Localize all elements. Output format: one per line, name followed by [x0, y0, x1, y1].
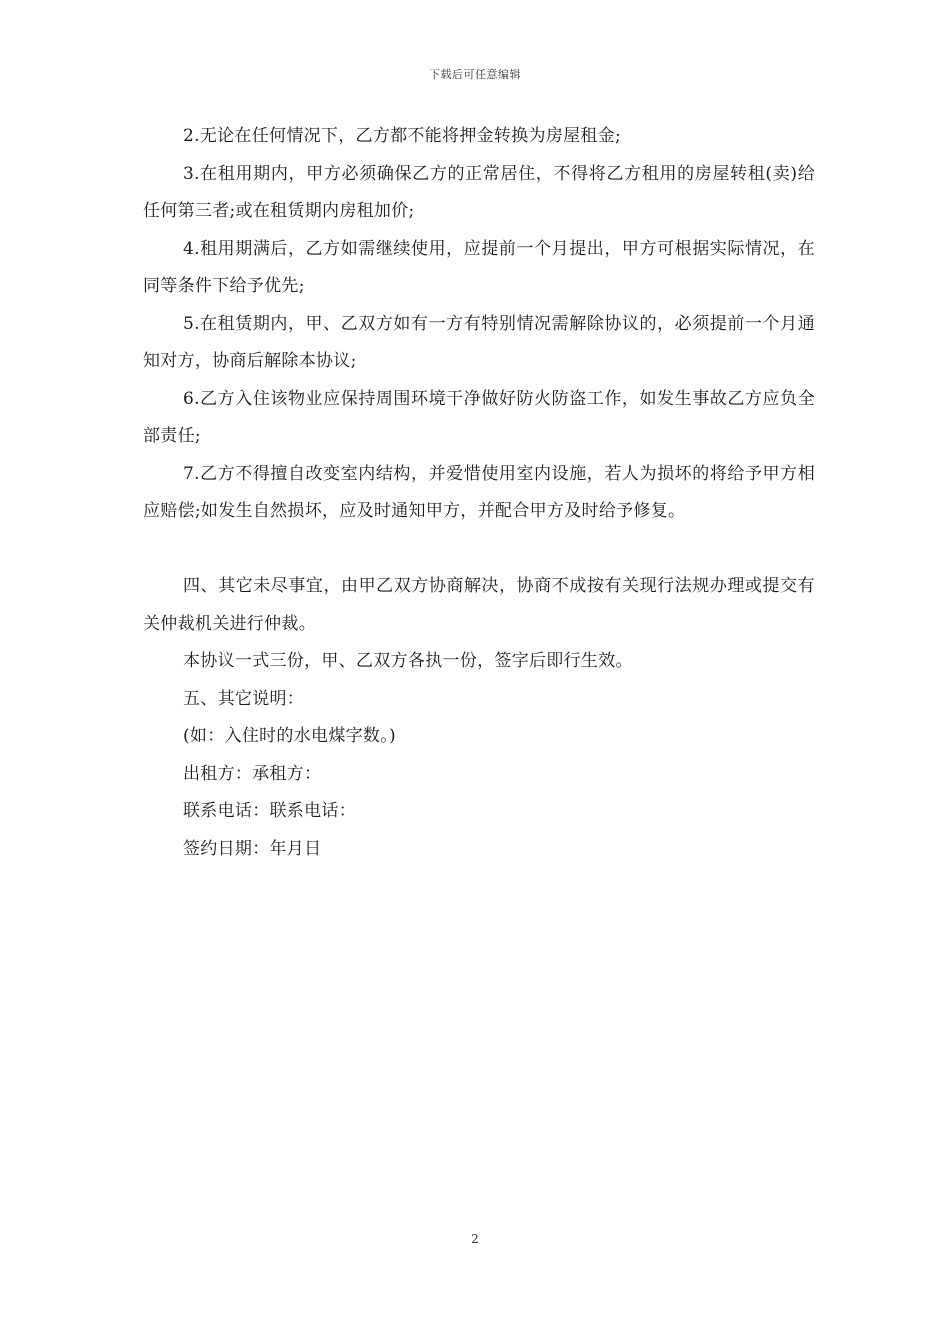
clause-5: 5.在租赁期内，甲、乙双方如有一方有特别情况需解除协议的，必须提前一个月通知对方，协商后解除本协议;: [143, 313, 815, 371]
sign-date-line: 签约日期：年月日: [183, 838, 322, 859]
paragraph-spacer: [143, 531, 815, 569]
parties-line: 出租方：承租方：: [183, 763, 322, 784]
clause-4: 4.租用期满后，乙方如需继续使用，应提前一个月提出，甲方可根据实际情况，在同等条件下给予优先;: [143, 238, 815, 296]
clause-6: 6.乙方入住该物业应保持周围环境干净做好防火防盗工作，如发生事故乙方应负全部责任;: [143, 388, 815, 446]
document-body: [143, 118, 815, 868]
clause-7: 7.乙方不得擅自改变室内结构，并爱惜使用室内设施，若人为损坏的将给予甲方相应赔偿;如发生自然损坏，应及时通知甲方，并配合甲方及时给予修复。: [143, 463, 815, 521]
page-header: 下载后可任意编辑: [429, 68, 521, 81]
phones-line: 联系电话：联系电话：: [183, 801, 356, 821]
section-5-note: (如：入住时的水电煤字数。): [183, 726, 396, 746]
copies-paragraph: 本协议一式三份，甲、乙双方各执一份，签字后即行生效。: [183, 651, 633, 671]
section-4-paragraph: 四、其它未尽事宜，由甲乙双方协商解决，协商不成按有关现行法规办理或提交有关仲裁机关进行仲裁。: [143, 576, 815, 634]
page-number: 2: [471, 1232, 479, 1246]
section-5-title: 五、其它说明：: [183, 688, 305, 709]
clause-2: 2.无论在任何情况下，乙方都不能将押金转换为房屋租金;: [183, 126, 622, 146]
clause-3: 3.在租用期内，甲方必须确保乙方的正常居住，不得将乙方租用的房屋转租(卖)给任何第三者;或在租赁期内房租加价;: [143, 163, 815, 221]
